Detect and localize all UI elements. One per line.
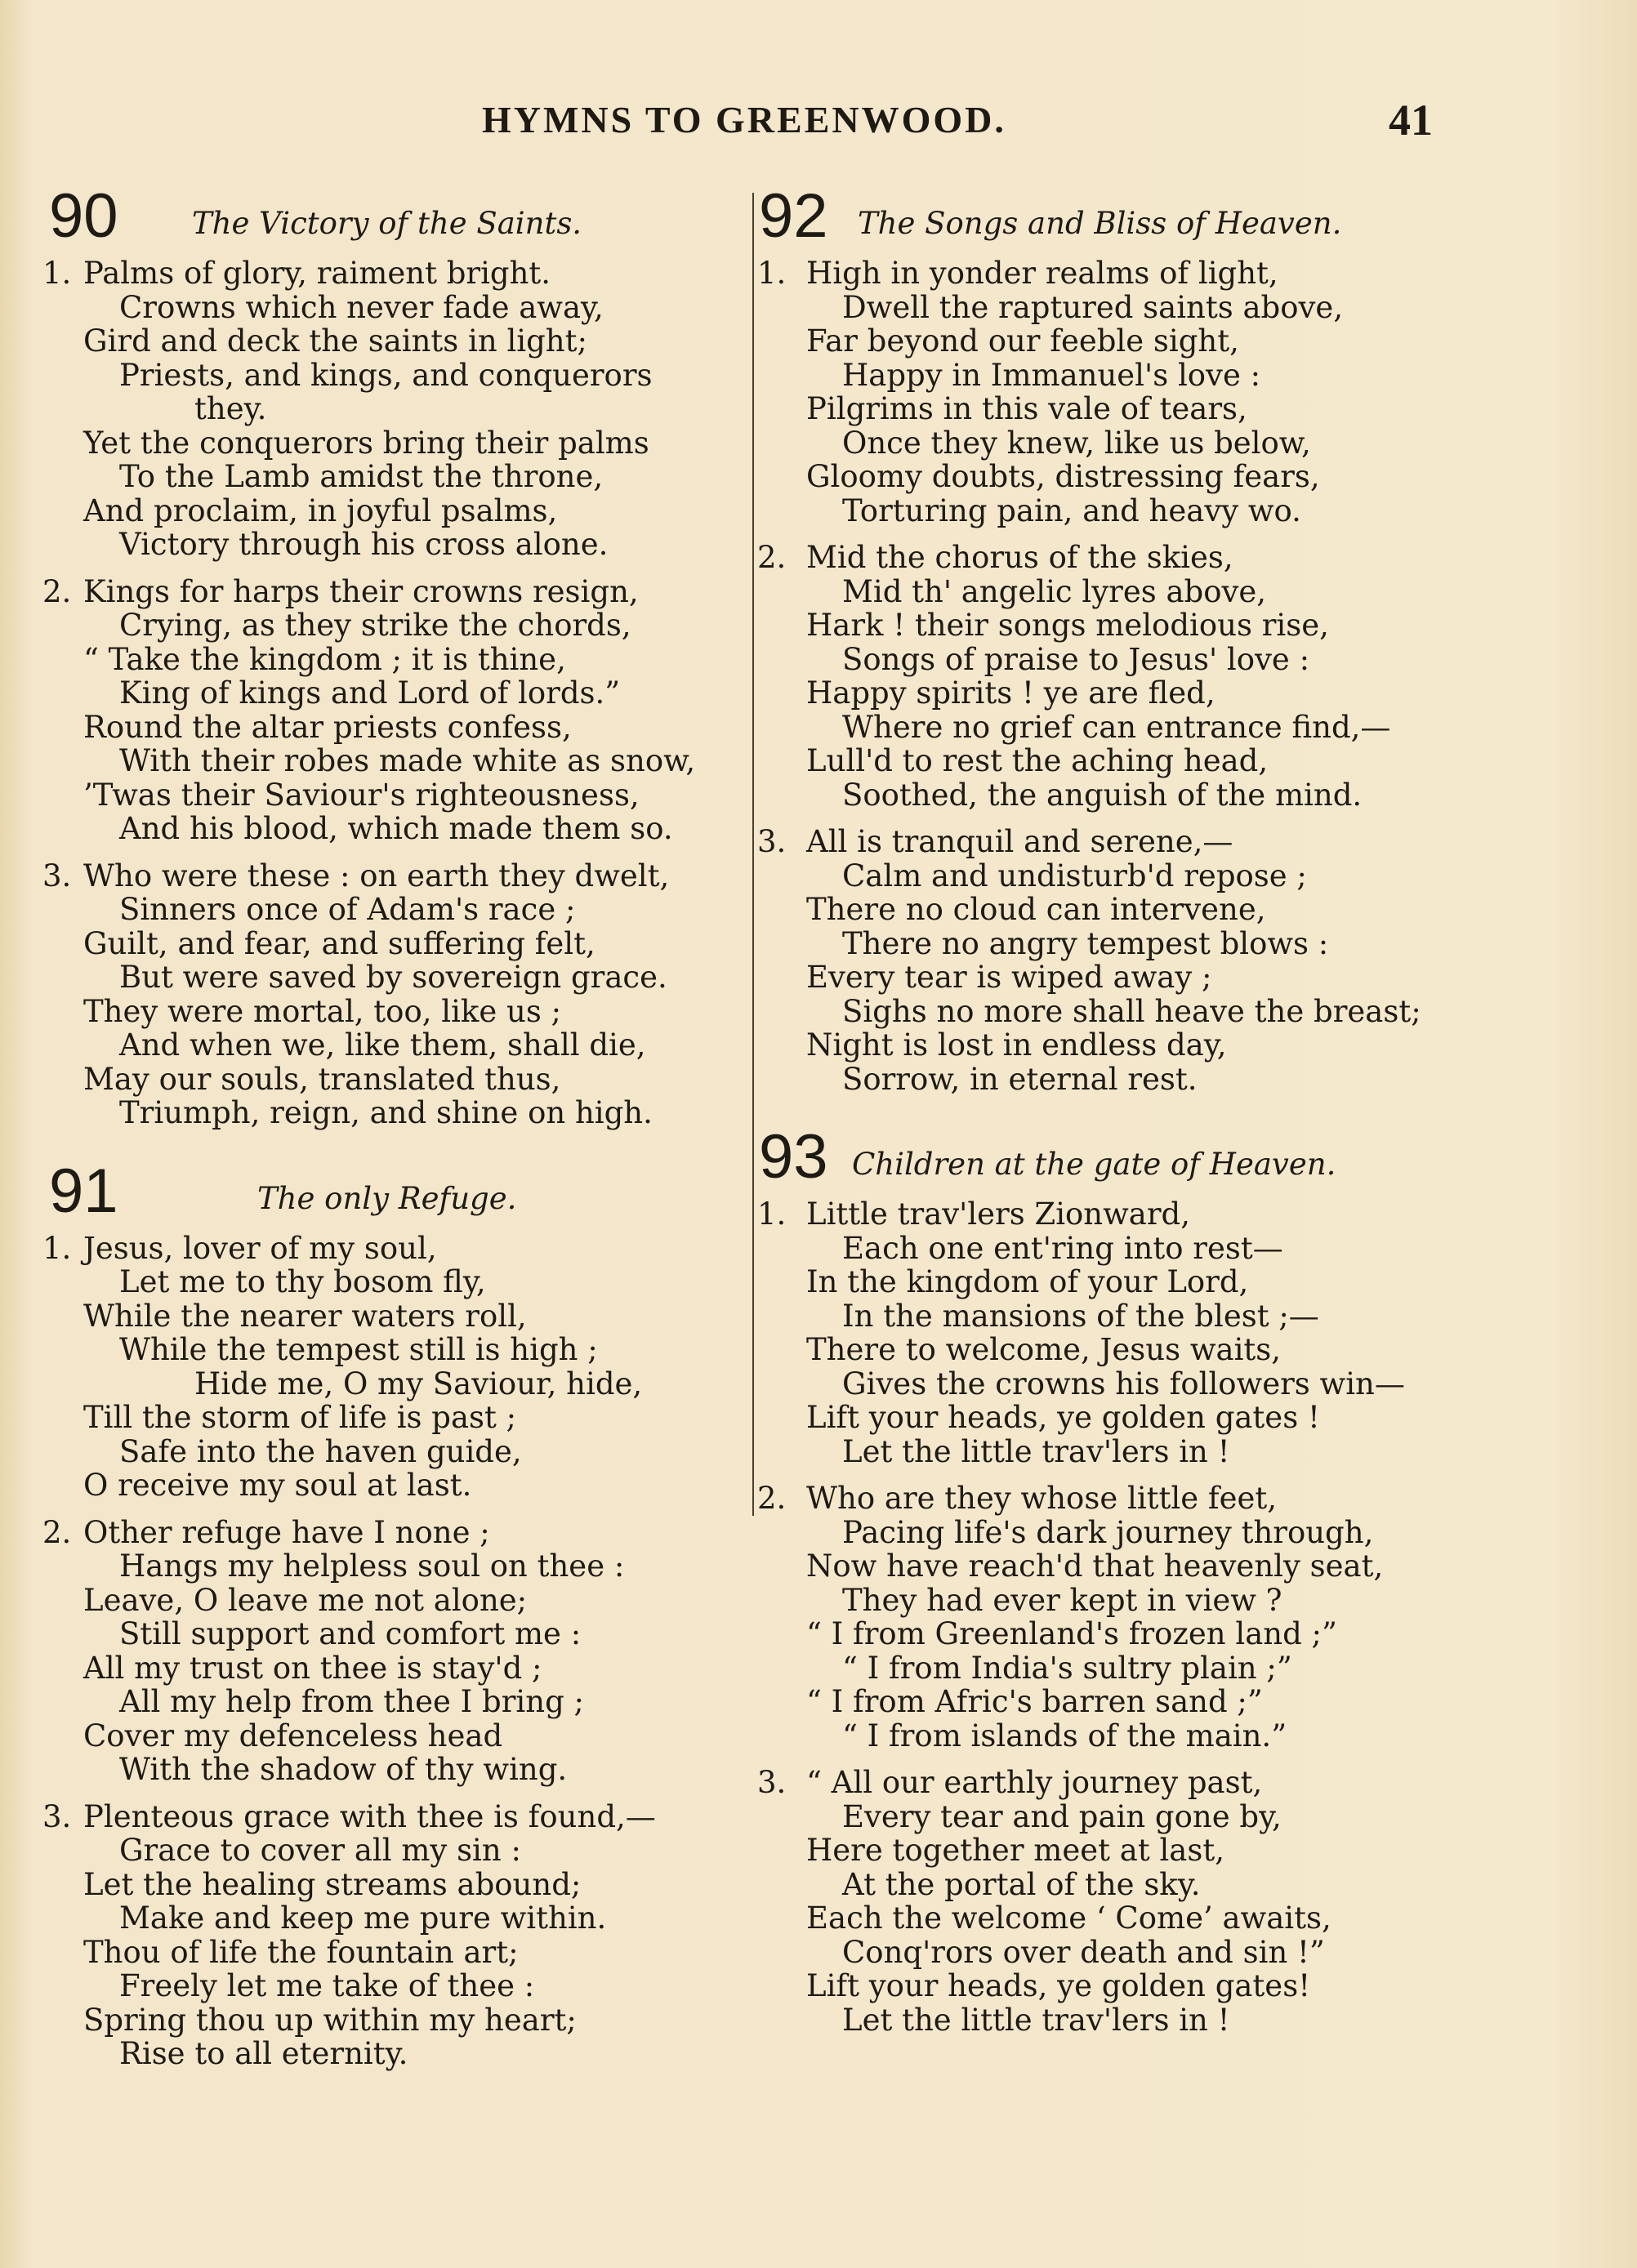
verse-line: In the mansions of the blest ;— <box>842 1298 1319 1334</box>
verse <box>33 1516 743 1787</box>
verse-line: Pacing life's dark journey through, <box>842 1514 1374 1550</box>
hymn-number: 90 <box>49 181 118 251</box>
verse-line: ’Twas their Saviour's righteousness, <box>83 777 640 813</box>
page-number: 41 <box>1389 96 1433 145</box>
verse-line: “ I from India's sultry plain ;” <box>842 1650 1292 1686</box>
verse-line: Night is lost in endless day, <box>806 1027 1227 1063</box>
verse-line: Cover my defenceless head <box>83 1718 503 1753</box>
verse-lines <box>806 1766 1621 2037</box>
hymn <box>33 1156 743 2071</box>
hymn <box>33 181 743 1130</box>
verse-line: And proclaim, in joyful psalms, <box>83 492 558 528</box>
verse-number: 1. <box>757 1196 787 1232</box>
verse-line: And when we, like them, shall die, <box>119 1027 646 1063</box>
verse-line: With their robes made white as snow, <box>119 743 696 778</box>
verse-line: “ All our earthly journey past, <box>806 1765 1263 1800</box>
verse-line: Kings for harps their crowns resign, <box>83 573 639 609</box>
verse-lines <box>806 825 1621 1096</box>
verse <box>756 256 1621 528</box>
verse-line: Crowns which never fade away, <box>119 289 604 325</box>
hymn-number: 93 <box>759 1122 828 1192</box>
hymn-heading <box>33 1156 743 1232</box>
verse-line: While the tempest still is high ; <box>119 1332 598 1367</box>
verse-line: Palms of glory, raiment bright. <box>83 256 551 291</box>
verse-line: Each the welcome ‘ Come’ awaits, <box>806 1900 1331 1936</box>
verse-lines <box>83 1800 743 2071</box>
verse-line: Other refuge have I none ; <box>83 1514 490 1550</box>
verse-number: 2. <box>757 540 787 575</box>
verse-line: All is tranquil and serene,— <box>806 824 1233 859</box>
verse-line: Round the altar priests confess, <box>83 709 572 745</box>
verse <box>33 1800 743 2071</box>
verse-lines <box>806 1482 1621 1753</box>
verse-line: King of kings and Lord of lords.” <box>119 675 621 711</box>
verse-line: Conq'rors over death and sin !” <box>842 1934 1325 1970</box>
verse <box>33 1232 743 1503</box>
verse-line: Priests, and kings, and conquerors <box>119 357 653 393</box>
verse-line: Safe into the haven guide, <box>119 1433 522 1469</box>
hymn-heading <box>756 181 1621 256</box>
verse-number: 3. <box>42 858 72 893</box>
verse <box>33 859 743 1130</box>
hymn-title: The only Refuge. <box>257 1180 517 1216</box>
verse-line: Gloomy doubts, distressing fears, <box>806 459 1320 494</box>
verse-number: 3. <box>42 1798 72 1834</box>
verse-line: Guilt, and fear, and suffering felt, <box>83 925 595 961</box>
verse-line: Mid the chorus of the skies, <box>806 540 1233 575</box>
verse-line: But were saved by sovereign grace. <box>119 960 667 995</box>
hymn-title: Children at the gate of Heaven. <box>852 1147 1336 1182</box>
verse-line: Victory through his cross alone. <box>119 527 609 562</box>
verse-line: they. <box>194 391 267 426</box>
hymn-title: The Songs and Bliss of Heaven. <box>858 206 1342 241</box>
verse-line: While the nearer waters roll, <box>83 1298 527 1334</box>
verse-line: Hide me, O my Saviour, hide, <box>194 1366 643 1401</box>
verse-line: Sighs no more shall heave the breast; <box>842 993 1421 1029</box>
verse-line: Mid th' angelic lyres above, <box>842 573 1267 609</box>
running-title: HYMNS TO GREENWOOD. <box>482 99 1006 140</box>
verse-lines <box>83 256 743 562</box>
verse-line: Leave, O leave me not alone; <box>83 1582 528 1618</box>
verse <box>33 575 743 846</box>
verse-line: In the kingdom of your Lord, <box>806 1264 1249 1299</box>
verse-line: All my help from thee I bring ; <box>119 1684 584 1719</box>
hymn-number: 91 <box>49 1156 118 1226</box>
verse-line: Sorrow, in eternal rest. <box>842 1061 1198 1097</box>
verse-line: Crying, as they strike the chords, <box>119 608 631 643</box>
verse-line: May our souls, translated thus, <box>83 1061 561 1097</box>
verse-line: Still support and comfort me : <box>119 1616 582 1651</box>
verse-line: Lift your heads, ye golden gates! <box>806 1968 1311 2003</box>
verse-line: “ I from islands of the main.” <box>842 1718 1287 1753</box>
verse-line: Hark ! their songs melodious rise, <box>806 608 1329 643</box>
verse-line: Who are they whose little feet, <box>806 1481 1277 1516</box>
verse-line: Who were these : on earth they dwelt, <box>83 858 670 893</box>
verse-line: Pilgrims in this vale of tears, <box>806 391 1247 426</box>
verse-line: “ I from Afric's barren sand ;” <box>806 1684 1263 1719</box>
verse-line: At the portal of the sky. <box>842 1866 1201 1902</box>
verse <box>33 256 743 562</box>
verse-line: “ I from Greenland's frozen land ;” <box>806 1616 1337 1651</box>
right-column <box>756 181 1621 2050</box>
verse-line: Songs of praise to Jesus' love : <box>842 641 1310 677</box>
verse-line: Torturing pain, and heavy wo. <box>842 492 1301 528</box>
verse-line: Little trav'lers Zionward, <box>806 1196 1190 1232</box>
column-divider <box>752 193 754 1516</box>
verse-lines <box>83 1232 743 1503</box>
verse-line: Where no grief can entrance find,— <box>842 709 1391 745</box>
verse-number: 1. <box>42 1230 72 1266</box>
verse-line: Far beyond our feeble sight, <box>806 323 1239 359</box>
verse <box>756 1197 1621 1468</box>
verse-line: “ Take the kingdom ; it is thine, <box>83 641 566 677</box>
verse-line: To the Lamb amidst the throne, <box>119 459 604 494</box>
hymn-gap <box>33 1143 743 1165</box>
verse-line: Sinners once of Adam's race ; <box>119 892 576 927</box>
hymn-gap <box>756 1109 1621 1130</box>
verse-number: 1. <box>42 256 72 291</box>
verse-line: Lift your heads, ye golden gates ! <box>806 1400 1320 1435</box>
hymn <box>756 1122 1621 2038</box>
verse-line: Let me to thy bosom fly, <box>119 1264 486 1299</box>
hymn-number: 92 <box>759 181 828 251</box>
verse-lines <box>83 1516 743 1787</box>
verse-line: Happy in Immanuel's love : <box>842 357 1261 393</box>
verse-number: 3. <box>757 824 787 859</box>
verse-lines <box>83 859 743 1130</box>
verse-line: There no angry tempest blows : <box>842 925 1329 961</box>
verse-line: Till the storm of life is past ; <box>83 1400 517 1435</box>
verse-lines <box>83 575 743 846</box>
verse-line: Freely let me take of thee : <box>119 1968 535 2003</box>
verse-line: High in yonder realms of light, <box>806 256 1278 291</box>
verse-line: They had ever kept in view ? <box>842 1582 1282 1618</box>
verse-line: Jesus, lover of my soul, <box>83 1230 437 1266</box>
verse-line: And his blood, which made them so. <box>119 811 673 846</box>
verse-line: Every tear and pain gone by, <box>842 1798 1282 1834</box>
verse-line: Let the healing streams abound; <box>83 1866 582 1902</box>
verse <box>756 1766 1621 2037</box>
verse-line: There to welcome, Jesus waits, <box>806 1332 1282 1367</box>
verse-line: With the shadow of thy wing. <box>119 1752 568 1787</box>
verse-line: Grace to cover all my sin : <box>119 1833 521 1868</box>
verse-line: Now have reach'd that heavenly seat, <box>806 1548 1384 1584</box>
verse-line: Yet the conquerors bring their palms <box>83 425 649 461</box>
hymn <box>756 181 1621 1097</box>
verse-line: Soothed, the anguish of the mind. <box>842 777 1363 813</box>
verse-line: Calm and undisturb'd repose ; <box>842 858 1307 893</box>
verse-line: Plenteous grace with thee is found,— <box>83 1798 656 1834</box>
verse <box>756 1482 1621 1753</box>
verse-lines <box>806 1197 1621 1468</box>
hymn-title: The Victory of the Saints. <box>192 206 582 241</box>
verse-line: Each one ent'ring into rest— <box>842 1230 1283 1266</box>
verse-lines <box>806 541 1621 812</box>
verse <box>756 541 1621 812</box>
verse-number: 1. <box>757 256 787 291</box>
verse-line: Rise to all eternity. <box>119 2036 408 2071</box>
verse-line: Every tear is wiped away ; <box>806 960 1212 995</box>
verse-line: Once they knew, like us below, <box>842 425 1311 461</box>
verse-line: Make and keep me pure within. <box>119 1900 607 1936</box>
verse-line: Spring thou up within my heart; <box>83 2002 577 2038</box>
verse-line: They were mortal, too, like us ; <box>83 993 562 1029</box>
verse-line: All my trust on thee is stay'd ; <box>83 1650 542 1686</box>
verse-line: Happy spirits ! ye are fled, <box>806 675 1215 711</box>
verse-line: Thou of life the fountain art; <box>83 1934 519 1970</box>
verse-line: Dwell the raptured saints above, <box>842 289 1344 325</box>
verse-line: Lull'd to rest the aching head, <box>806 743 1269 778</box>
hymn-heading <box>33 181 743 256</box>
verse-line: Triumph, reign, and shine on high. <box>119 1095 653 1130</box>
verse-number: 2. <box>42 573 72 609</box>
verse-line: Let the little trav'lers in ! <box>842 1433 1230 1469</box>
verse <box>756 825 1621 1096</box>
hymn-heading <box>756 1122 1621 1197</box>
verse-number: 2. <box>42 1514 72 1550</box>
page-header <box>0 98 1637 155</box>
verse-lines <box>806 256 1621 528</box>
verse-line: Let the little trav'lers in ! <box>842 2002 1230 2038</box>
verse-line: O receive my soul at last. <box>83 1468 472 1503</box>
verse-number: 2. <box>757 1481 787 1516</box>
verse-number: 3. <box>757 1765 787 1800</box>
verse-line: Hangs my helpless soul on thee : <box>119 1548 625 1584</box>
verse-line: Gird and deck the saints in light; <box>83 323 587 359</box>
verse-line: Here together meet at last, <box>806 1833 1224 1868</box>
verse-line: There no cloud can intervene, <box>806 892 1266 927</box>
verse-line: Gives the crowns his followers win— <box>842 1366 1405 1401</box>
left-column <box>33 181 743 2084</box>
